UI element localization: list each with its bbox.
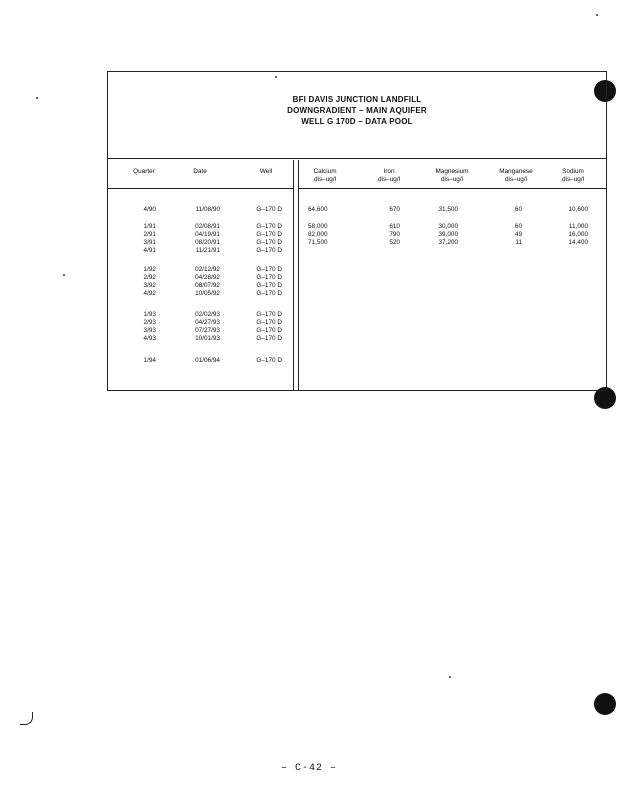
cell-date: 08/07/92 — [195, 282, 220, 289]
cell-quarter: 4/93 — [143, 335, 156, 342]
table-title — [108, 94, 606, 127]
cell-well: G–170 D — [256, 290, 282, 297]
header-manganese-unit: dis–ug/l — [504, 176, 528, 183]
header-calcium-unit: dis–ug/l — [313, 176, 337, 183]
scan-mark — [20, 712, 33, 725]
cell-magnesium: 31,500 — [438, 206, 458, 213]
cell-date: 02/12/92 — [195, 266, 220, 273]
header-well: Well — [259, 168, 273, 175]
title-line-3: WELL G 170D – DATA POOL — [301, 117, 413, 126]
cell-well: G–170 D — [256, 357, 282, 364]
cell-quarter: 1/93 — [143, 311, 156, 318]
cell-date: 02/02/93 — [195, 311, 220, 318]
header-quarter: Quarter — [133, 168, 155, 175]
title-line-1: BFI DAVIS JUNCTION LANDFILL — [292, 95, 422, 104]
cell-date: 08/20/91 — [195, 239, 220, 246]
header-magnesium-name: Magnesium — [435, 168, 469, 175]
cell-iron: 610 — [389, 223, 400, 230]
cell-quarter: 3/93 — [143, 327, 156, 334]
header-manganese — [488, 168, 544, 184]
scan-speck — [36, 97, 38, 99]
cell-date: 04/28/92 — [195, 274, 220, 281]
header-magnesium-unit: dis–ug/l — [440, 176, 464, 183]
header-iron-name: Iron — [383, 168, 395, 175]
cell-manganese: 60 — [514, 223, 522, 230]
table-row — [108, 206, 606, 215]
cell-well: G–170 D — [256, 274, 282, 281]
cell-sodium: 14,400 — [568, 239, 588, 246]
punch-hole — [594, 693, 616, 715]
cell-well: G–170 D — [256, 206, 282, 213]
cell-quarter: 2/93 — [143, 319, 156, 326]
cell-calcium: 82,000 — [308, 231, 328, 238]
cell-date: 11/21/91 — [195, 247, 220, 254]
cell-well: G–170 D — [256, 266, 282, 273]
cell-quarter: 3/91 — [143, 239, 156, 246]
table-row — [108, 357, 606, 366]
cell-date: 04/19/91 — [195, 231, 220, 238]
cell-quarter: 2/92 — [143, 274, 156, 281]
table-row — [108, 290, 606, 299]
cell-calcium: 58,000 — [308, 223, 328, 230]
cell-date: 11/08/90 — [195, 206, 220, 213]
cell-quarter: 4/90 — [143, 206, 156, 213]
cell-quarter: 4/92 — [143, 290, 156, 297]
cell-quarter: 2/91 — [143, 231, 156, 238]
table-row — [108, 335, 606, 344]
cell-well: G–170 D — [256, 311, 282, 318]
header-sodium-unit: dis–ug/l — [561, 176, 585, 183]
cell-quarter: 1/94 — [143, 357, 156, 364]
cell-magnesium: 37,200 — [438, 239, 458, 246]
cell-well: G–170 D — [256, 223, 282, 230]
header-rule-right — [298, 188, 606, 189]
cell-well: G–170 D — [256, 239, 282, 246]
cell-well: G–170 D — [256, 327, 282, 334]
scan-speck — [63, 274, 65, 276]
table-row — [108, 247, 606, 256]
cell-date: 10/01/93 — [195, 335, 220, 342]
header-iron-unit: dis–ug/l — [377, 176, 401, 183]
cell-date: 10/05/92 — [195, 290, 220, 297]
header-sodium — [550, 168, 596, 184]
scan-speck — [596, 14, 598, 16]
header-calcium — [302, 168, 348, 184]
cell-quarter: 3/92 — [143, 282, 156, 289]
cell-well: G–170 D — [256, 319, 282, 326]
header-date: Date — [193, 168, 207, 175]
cell-sodium: 10,600 — [568, 206, 588, 213]
cell-date: 01/06/94 — [195, 357, 220, 364]
header-magnesium — [424, 168, 480, 184]
cell-iron: 520 — [389, 239, 400, 246]
cell-well: G–170 D — [256, 282, 282, 289]
header-rule-left — [108, 188, 294, 189]
cell-manganese: 49 — [514, 231, 522, 238]
cell-quarter: 4/91 — [143, 247, 156, 254]
cell-well: G–170 D — [256, 335, 282, 342]
scan-speck — [449, 676, 451, 678]
cell-date: 04/27/93 — [195, 319, 220, 326]
title-line-2: DOWNGRADIENT – MAIN AQUIFER — [287, 106, 427, 115]
header-calcium-name: Calcium — [313, 168, 337, 175]
cell-date: 02/08/91 — [195, 223, 220, 230]
cell-calcium: 71,500 — [308, 239, 328, 246]
cell-quarter: 1/92 — [143, 266, 156, 273]
title-divider — [108, 158, 606, 159]
cell-date: 07/27/93 — [195, 327, 220, 334]
cell-well: G–170 D — [256, 231, 282, 238]
header-sodium-name: Sodium — [562, 168, 584, 175]
cell-manganese: 60 — [514, 206, 522, 213]
cell-sodium: 11,000 — [568, 223, 588, 230]
page-number: – C-42 – — [280, 763, 337, 774]
cell-sodium: 16,000 — [568, 231, 588, 238]
header-iron — [366, 168, 412, 184]
cell-magnesium: 30,000 — [438, 223, 458, 230]
cell-iron: 790 — [389, 231, 400, 238]
cell-quarter: 1/91 — [143, 223, 156, 230]
data-table-frame — [107, 71, 607, 391]
cell-manganese: 11 — [515, 239, 522, 246]
header-manganese-name: Manganese — [499, 168, 533, 175]
cell-magnesium: 39,000 — [438, 231, 458, 238]
cell-calcium: 64,600 — [308, 206, 328, 213]
cell-well: G–170 D — [256, 247, 282, 254]
cell-iron: 670 — [389, 206, 400, 213]
